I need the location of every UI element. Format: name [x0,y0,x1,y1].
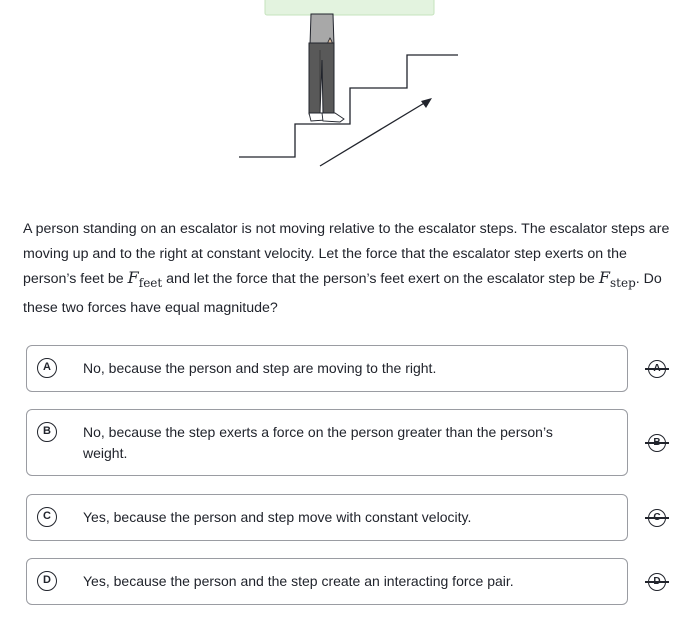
question-text [23,217,679,320]
strike-a-button[interactable] [645,359,669,379]
choice-b[interactable] [26,409,628,476]
choice-c-text: Yes, because the person and step move with constant velocity. [83,509,472,525]
strike-c-button[interactable] [645,508,669,528]
force-step-letter: F [598,268,611,287]
question-part-1: A person standing on an escalator is not moving relative to the escalator steps. The escalator steps are moving up and to the right at constant velocity. Let the force that the escalator step exerts on the person’s feet be [23,221,670,287]
choice-a-text: No, because the person and step are moving to the right. [83,360,437,376]
question-part-2: and let the force that the person’s feet exert on the escalator step be [162,271,599,287]
strikethrough-icon [645,368,669,370]
question-part-3: . Do these two forces have equal magnitude? [23,271,662,316]
strikethrough-icon [645,581,669,583]
strike-b-button[interactable] [645,433,669,453]
strikethrough-icon [645,517,669,519]
choice-a[interactable] [26,345,628,392]
choice-d[interactable] [26,558,628,605]
velocity-arrow [320,98,432,166]
choice-b-text: No, because the step exerts a force on the person greater than the person’s weight. [83,424,553,461]
force-feet-letter: F [127,268,139,287]
choice-c[interactable] [26,494,628,541]
choice-d-text: Yes, because the person and the step create an interacting force pair. [83,573,514,589]
choice-b-letter: B [37,422,57,442]
choice-d-letter: D [37,571,57,591]
choice-a-letter: A [37,358,57,378]
force-step-subscript: step [610,276,636,291]
person-figure [309,14,344,122]
escalator-figure [0,0,679,200]
force-feet-symbol [127,268,163,291]
choice-c-letter: C [37,507,57,527]
feedback-banner [265,0,434,15]
strikethrough-icon [645,442,669,444]
force-step-symbol [598,268,636,291]
force-feet-subscript: feet [138,276,163,291]
strike-d-button[interactable] [645,572,669,592]
